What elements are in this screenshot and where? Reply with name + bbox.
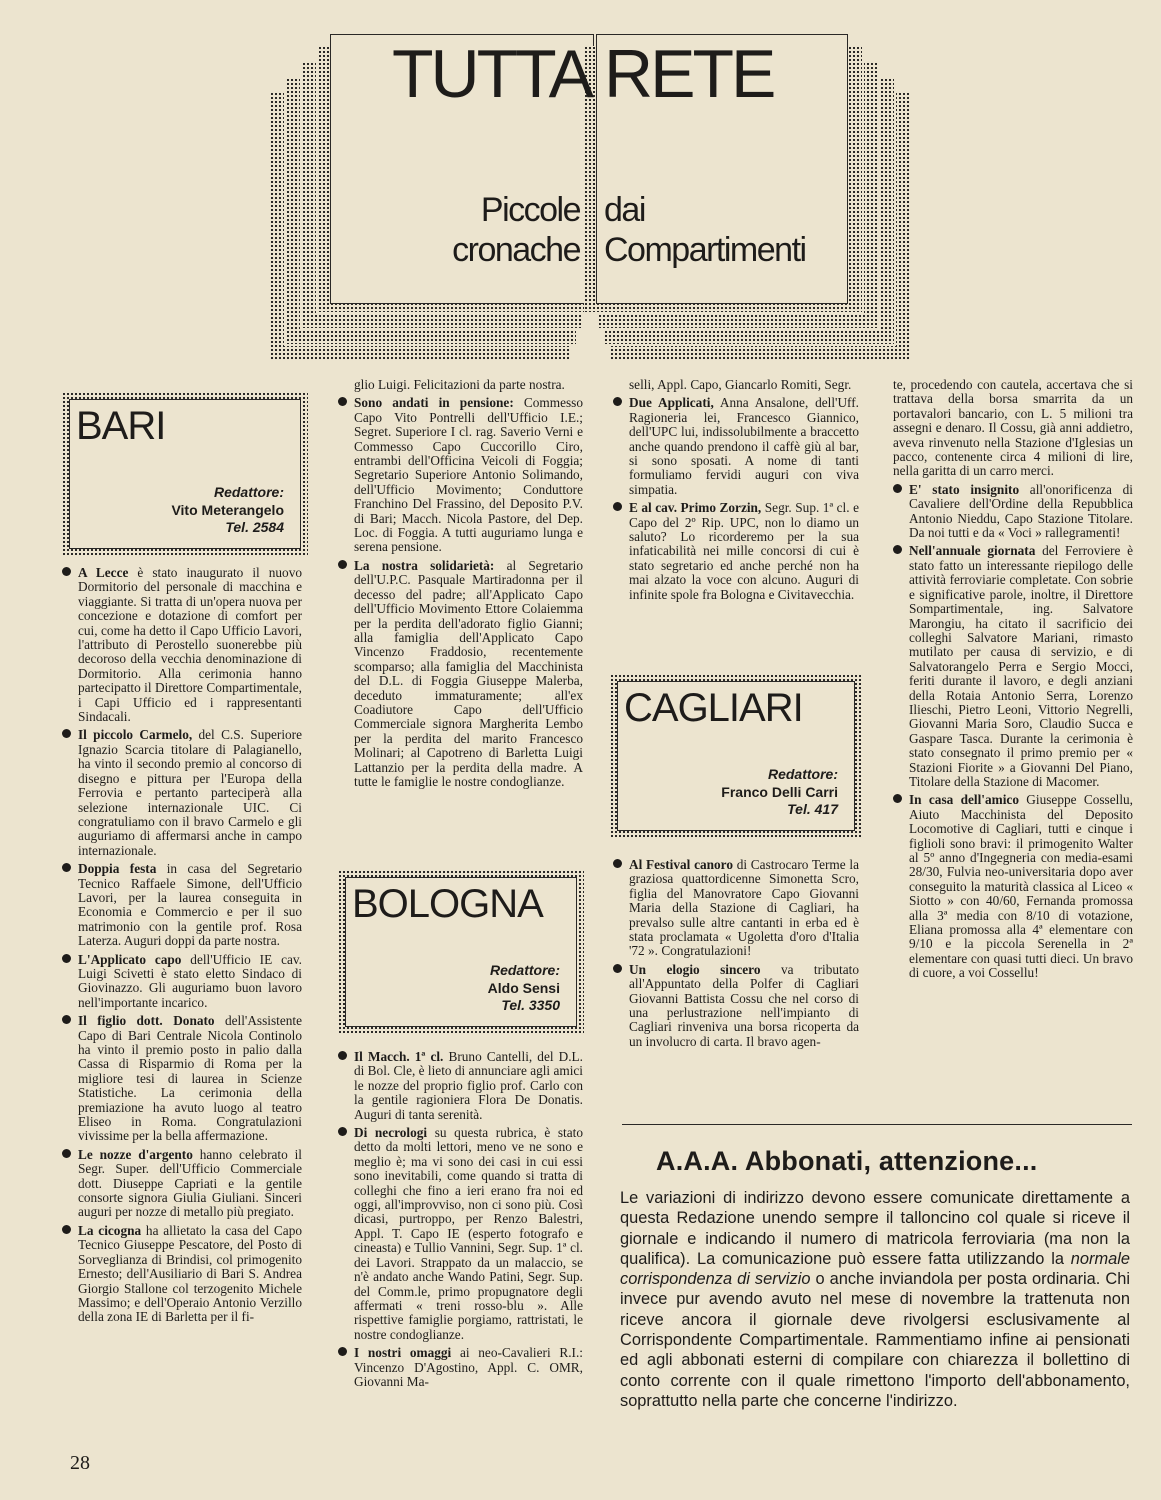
cagliari-header-box <box>610 674 862 838</box>
bari-item <box>62 1148 302 1220</box>
bullet-icon <box>338 1051 347 1060</box>
bari-item <box>62 1224 302 1325</box>
col3-continuation: selli, Appl. Capo, Giancarlo Romiti, Segr. <box>629 377 852 392</box>
bullet-icon <box>62 1225 71 1234</box>
item-lead: Due Applicati, <box>629 395 714 411</box>
item-text: dell'Assistente Capo di Bari Centrale Nicola Continolo ha vinto il premio posto in palio dalla Cassa di Risparmio di Roma per la migliore tesi di laurea in Scienze Statistiche. La cerimonia della premiazione ha avuto luogo al teatro Eliseo in Roma. Congratulazioni vivissime per la bella affermazione. <box>78 1013 302 1144</box>
col2-continuation: glio Luigi. Felicitazioni da parte nostra. <box>354 377 565 392</box>
item-lead: Al Festival canoro <box>629 857 733 872</box>
item-text: è stato inaugurato il nuovo Dormitorio del personale di macchina e viaggiante. Si tratta di un'opera nuova per concezione e dotazione di comfort per cui, come ha detto il Capo Ufficio Lavori, l'attributo di Perostello suonerebbe più decoroso della vecchia denominazione di Dormitorio. Alla cerimonia hanno partecipatto il Direttore Compartimentale, i Capi Ufficio ed i rappresentanti Sindacali. <box>78 565 302 725</box>
item-lead: I nostri omaggi <box>354 1345 452 1361</box>
bullet-icon <box>893 794 902 803</box>
cagliari-editor-label: Redattore: <box>767 766 838 782</box>
bari-editor-label: Redattore: <box>213 484 284 500</box>
item-lead: Doppia festa <box>78 861 157 877</box>
bari-title: BARI <box>76 404 166 448</box>
cagliari-item <box>893 544 1133 789</box>
header-subtitle-right-2: Compartimenti <box>604 231 806 269</box>
notice-title: A.A.A. Abbonati, attenzione... <box>656 1146 1038 1176</box>
bullet-icon <box>338 1347 347 1356</box>
column-1 <box>62 566 302 1329</box>
bari-item <box>62 862 302 948</box>
bullet-icon <box>613 397 622 406</box>
header-subtitle-right-1: dai <box>604 191 645 229</box>
bullet-icon <box>62 954 71 963</box>
item-lead: La cicogna <box>78 1222 142 1238</box>
bari-item <box>62 566 302 724</box>
item-text: Commesso Capo Vito Pontrelli dell'Ufficio I.E.; Segret. Superiore I cl. rag. Saverio Verni e Commesso Capo Cuccorillo Ciro, entrambi dell'Officina Veicoli di Foggia; Segretario Superiore Antonio Solimando, dell'Ufficio Movimento; Conduttore Franchino Del Frassino, del Deposito P.V. di Bari; Macch. Nicola Pastore, del Dep. Loc. di Foggia. A tutti auguriamo lunga e serena pensione. <box>354 395 583 555</box>
item-lead: E al cav. Primo Zorzin, <box>629 500 762 516</box>
bullet-icon <box>62 1149 71 1158</box>
item-lead: La nostra solidarietà: <box>354 557 495 573</box>
bari-editor-phone: Tel. 2584 <box>225 519 284 535</box>
item-lead: E' stato insignito <box>909 481 1020 497</box>
notice-body-part-1: Le variazioni di indirizzo devono essere comunicate direttamente a questa Redazione unendo sempre il talloncino col quale si riceve il giornale e indicando il numero di matricola ferroviaria (ma non la qualifica). La comunicazione può essere fatta utilizzando la <box>620 1189 1130 1268</box>
bullet-icon <box>62 863 71 872</box>
notice-body <box>620 1188 1130 1411</box>
item-text: del Ferroviere è stato fatto un interessante riepilogo delle attività ferroviarie completate. Con sobrie e significative parole, inoltre, il Direttore Sompartimentale, ing. Salvatore Marongiu, ha citato il sacrificio dei colleghi Salvatore Mariani, rimasto mutilato per causa di servizio, e di Salvatorangelo Perra e Sergio Mocci, feriti durante il lavoro, e degli anziani della Rotaia Antonio Serra, Lorenzo Ilieschi, Pietro Leoni, Vittorio Negrelli, Giovanni Maria Soro, Claudio Succa e Gaspare Tasca. Durante la cerimonia è stato consegnato il primo premio per « Stazioni Fiorite » a Giovanni Del Piano, Titolare della Stazione di Macomer. <box>909 543 1133 789</box>
bullet-icon <box>893 545 902 554</box>
header-title-left: TUTTA <box>392 36 592 112</box>
item-lead: In casa dell'amico <box>909 792 1019 808</box>
notice-body-part-2: o anche inviandola per posta ordinaria. Chi invece pur avendo avuto nel mese di novembre la trattenuta non riceve ancora il giornale deve rivolgersi esclusivamente al Corrispondente Compartimentale. Rammentiamo infine ai pensionati ed agli abbonati esterni di compilare con chiarezza il bollettino di conto corrente con il quale rimettono l'importo dell'abbonamento, soprattutto nella parte che concerne l'indirizzo. <box>620 1270 1130 1410</box>
bullet-icon <box>338 1127 347 1136</box>
bari-editor-name: Vito Meterangelo <box>171 502 284 518</box>
bologna-editor-label: Redattore: <box>489 962 560 978</box>
cagliari-item <box>613 858 859 959</box>
header-subtitle-left-1: Piccole <box>480 191 580 229</box>
cagliari-item <box>893 793 1133 980</box>
bullet-icon <box>338 560 347 569</box>
item-text: in casa del Segretario Tecnico Raffaele Simone, dell'Ufficio Lavori, per la laurea conseguita in Economia e Commercio e per il suo matrimonio con la gentile prof. Rosa Laterza. Auguri doppi da parte nostra. <box>78 861 303 949</box>
bari-item <box>338 396 583 554</box>
header-graphic <box>270 32 910 362</box>
header-title-right: RETE <box>604 36 774 112</box>
bari-item <box>62 1014 302 1144</box>
item-text: Segr. Sup. 1ª cl. e Capo del 2º Rip. UPC, non lo diamo un saluto? Lo ricorderemo per la sua infaticabilità nei mille concorsi di cui è stato segretario ed anche perché non ha mai alzato la voce con alcuno. Auguri di infinite spole fra Bologna e Civitavecchia. <box>629 500 859 602</box>
bullet-icon <box>338 397 347 406</box>
cagliari-title: CAGLIARI <box>624 686 803 730</box>
item-lead: Il figlio dott. Donato <box>78 1013 215 1029</box>
notice-rule <box>622 1124 1132 1125</box>
item-text: su questa rubrica, è stato detto da molti lettori, meno ve ne sono e meglio è; ma vi sono dei casi in cui essi sono inevitabili, come quando si tratta di colleghi che fino a ieri erano fra noi ed oggi, all'improvviso, non ci sono più. Così dicasi, purtroppo, per Renzo Balestri, Appl. T. Capo IE (esperto fotografo e cineasta) e Tullio Vannini, Segr. Sup. 1ª cl. dei Lavori. Strappato da un malaccio, se n'è andato anche Wando Patini, Segr. Sup. del Comm.le, primo propugnatore degli affermati « treni rosso-blu ». Alle rispettive famiglie porgiamo, rattristati, le nostre condoglianze. <box>354 1125 584 1342</box>
bologna-item <box>613 396 859 497</box>
bullet-icon <box>62 729 71 738</box>
bologna-item <box>613 501 859 602</box>
item-text: Bruno Cantelli, del D.L. di Bol. Cle, è lieto di annunciare agli amici le nozze del proprio figlio prof. Carlo con la gentile ragioniera Flora De Donatis. Auguri di tanta serenità. <box>354 1049 583 1122</box>
item-text: Anna Ansalone, dell'Uff. Ragioneria lei, Francesco Giannico, dell'UPC lui, indissolubilmente a braccetto anche quando prendono il caffè giù al bar, si sono sposati. A nome di tanti formuliamo fervidi auguri con viva simpatia. <box>629 395 859 497</box>
item-lead: Sono andati in pensione: <box>354 395 514 411</box>
bologna-title: BOLOGNA <box>352 882 543 926</box>
column-3-bottom <box>613 858 859 1053</box>
bologna-editor-phone: Tel. 3350 <box>501 997 560 1013</box>
bari-item <box>62 728 302 858</box>
item-text: all'onorificenza di Cavaliere dell'Ordine della Repubblica Antonio Nieddu, Capo Stazione Titolare. Da noi tutti e da « Voci » rallegramenti! <box>909 481 1133 541</box>
item-text: dell'Ufficio IE cav. Luigi Scivetti è stato eletto Sindaco di Giovinazzo. Gli auguriamo buon lavoro nell'importante incarico. <box>78 951 302 1010</box>
cagliari-item <box>893 483 1133 541</box>
item-text: Giuseppe Cossellu, Aiuto Macchinista del Deposito Locomotive di Cagliari, tutti e cinque i figlioli sono bravi: il primogenito Walter al 5º anno d'Ingegneria con media-esami 28/30, Fulvia neo-universitaria dopo aver conseguito la maturità classica al Liceo « Siotto » con 40/60, Fernanda promossa alla 3ª media con 8/10 di votazione, Eliana promossa alla 4ª elementare con 9/10 e la piccola Serenella in 2ª elementare con quasi tutti dieci. Un bravo di cuore, a voi Cossellu! <box>909 792 1133 981</box>
bari-header-box <box>62 392 308 556</box>
item-text: va tributato all'Appuntato della Polfer di Cagliari Giovanni Battista Cossu che nel corso di una perlustrazione nell'impianto di Cagliari rinveniva una borsa ricoperta da un involucro di carta. Il bravo agen- <box>629 961 859 1049</box>
bullet-icon <box>62 1015 71 1024</box>
bullet-icon <box>62 567 71 576</box>
item-lead: Di necrologi <box>354 1125 428 1141</box>
bologna-editor-name: Aldo Sensi <box>487 980 560 996</box>
item-lead: Il Macch. 1ª cl. <box>354 1049 444 1064</box>
bologna-item <box>338 1126 583 1342</box>
item-lead: A Lecce <box>78 565 129 580</box>
bologna-item <box>338 1346 583 1389</box>
item-lead: Le nozze d'argento <box>78 1146 193 1162</box>
bullet-icon <box>893 484 902 493</box>
cagliari-editor-name: Franco Delli Carri <box>721 784 838 800</box>
item-lead: L'Applicato capo <box>78 951 182 967</box>
bari-item <box>338 559 583 790</box>
item-lead: Il piccolo Carmelo, <box>78 727 193 743</box>
item-lead: Nell'annuale giornata <box>909 543 1036 559</box>
column-2-bottom <box>338 1050 583 1393</box>
bologna-item <box>338 1050 583 1122</box>
cagliari-editor-phone: Tel. 417 <box>787 801 838 817</box>
item-text: di Castrocaro Terme la graziosa quattordicenne Simonetta Scro, figlia del Manovratore Capo Giovanni Maria della Stazione di Cagliari, ha prevalso sulle altre cantanti in erba ed è stata proclamata « Ugoletta d'oro d'Italia '72 ». Congratulazioni! <box>629 857 859 959</box>
item-text: al Segretario dell'U.P.C. Pasquale Martiradonna per il decesso del padre; all'Applicato Capo dell'Ufficio Movimento Ettore Colaiemma per la perdita dell'adorato figlio Gianni; alla famiglia dell'Applicato Capo Vincenzo Fraddosio, recentemente scomparso; alla famiglia del Macchinista del D.L. di Foggia Giuseppe Malerba, deceduto immaturamente; all'ex Coadiutore Capo dell'Ufficio Commerciale signora Margherita Lembo per la perdita del marito Francesco Molinari; al Capotreno di Barletta Luigi Lattanzio per la perdita della madre. A tutte le famiglie le nostre condoglianze. <box>354 557 584 789</box>
item-text: del C.S. Superiore Ignazio Scarcia titolare di Palagianello, ha vinto il secondo premio al concorso di disegno e pittura per l'Europa della Ferrovia e pertanto parteciperà alla selezione internazionale UIC. Ci congratuliamo con il bravo Carmelo e gli auguriamo di affermarsi anche in campo internazionale. <box>78 727 302 858</box>
item-text: ai neo-Cavalieri R.I.: Vincenzo D'Agostino, Appl. C. OMR, Giovanni Ma- <box>354 1345 583 1389</box>
page-number: 28 <box>70 1452 90 1474</box>
bullet-icon <box>613 502 622 511</box>
header-subtitle-left-2: cronache <box>452 231 580 269</box>
column-4 <box>893 378 1133 985</box>
column-3-top <box>613 378 859 606</box>
bologna-header-box <box>338 870 584 1034</box>
col4-continuation: te, procedendo con cautela, accertava che si trattava della borsa smarrita da un portavalori bancario, con L. 5 milioni tra assegni e denaro. Il Cossu, già anni addietro, aveva rinvenuto nella Stazione d'Iglesias un pacco, contenente circa 4 milioni di lire, nella garitta di un carro merci. <box>893 377 1133 479</box>
item-lead: Un elogio sincero <box>629 961 761 977</box>
bari-item <box>62 953 302 1011</box>
bullet-icon <box>613 859 622 868</box>
column-2-top <box>338 378 583 793</box>
notice-body-emphasis: normale corrispondenza di servizio <box>620 1249 1130 1289</box>
cagliari-item <box>613 963 859 1049</box>
item-text: ha allietato la casa del Capo Tecnico Giuseppe Pescatore, del Posto di Sorveglianza di Brindisi, col primogenito Ernesto; dell'Ausiliario di Bari S. Andrea Giorgio Stallone col terzogenito Michele Massimo; e dell'Operaio Antonio Verzillo della zona IE di Barletta per il fi- <box>78 1222 302 1325</box>
bullet-icon <box>613 964 622 973</box>
item-text: hanno celebrato il Segr. Super. dell'Ufficio Commerciale dott. Diuseppe Capriati e la gentile consorte signora Giulia Giuliani. Sinceri auguri per nozze di metallo più pregiato. <box>78 1146 302 1220</box>
